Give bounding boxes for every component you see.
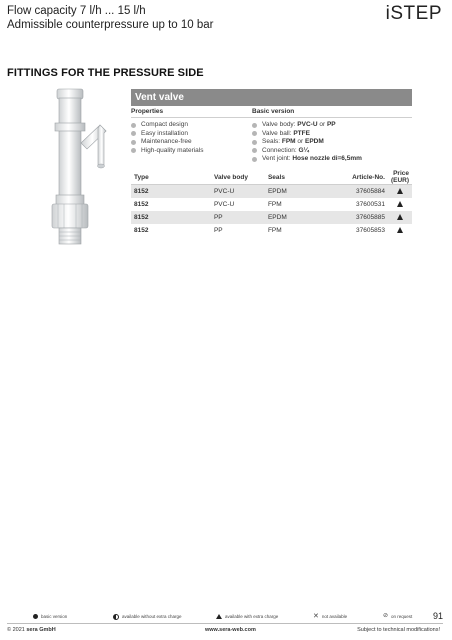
properties-heading: Properties xyxy=(131,108,164,115)
list-item: Connection: G¼ xyxy=(252,147,362,156)
legend-item-extra-charge: available with extra charge xyxy=(216,614,278,619)
col-header-article-no: Article-No. xyxy=(325,170,388,185)
section-title: FITTINGS FOR THE PRESSURE SIDE xyxy=(7,67,204,79)
page-number: 91 xyxy=(432,611,443,621)
list-item: Easy installation xyxy=(131,130,204,139)
extra-charge-icon xyxy=(397,214,403,220)
extra-charge-icon xyxy=(397,201,403,207)
legend-item-on-request: ⊘ on request xyxy=(383,613,413,620)
request-icon: ⊘ xyxy=(383,613,389,620)
cross-icon: ✕ xyxy=(313,613,319,621)
vent-valve-image xyxy=(34,83,118,253)
bullet-icon xyxy=(131,131,136,136)
list-item: Compact design xyxy=(131,121,204,130)
basic-version-heading: Basic version xyxy=(252,108,295,115)
legend-item-no-charge: available without extra charge xyxy=(113,614,182,620)
product-name-banner: Vent valve xyxy=(131,89,412,106)
col-header-valve-body: Valve body xyxy=(211,170,265,185)
table-row: 8152 PVC-U FPM 37600531 xyxy=(131,198,412,211)
filled-circle-icon xyxy=(33,614,38,619)
list-item: Valve ball: PTFE xyxy=(252,130,362,139)
bullet-icon xyxy=(252,123,257,128)
col-header-seals: Seals xyxy=(265,170,325,185)
header-subtitle xyxy=(7,4,213,32)
footer-note: Subject to technical modifications! xyxy=(357,627,440,633)
bullet-icon xyxy=(131,123,136,128)
triangle-icon xyxy=(216,614,222,619)
list-item: High-quality materials xyxy=(131,147,204,156)
footer-website-link[interactable]: www.sera-web.com xyxy=(205,627,256,633)
col-header-price: Price (EUR) xyxy=(388,170,412,185)
extra-charge-icon xyxy=(397,227,403,233)
bullet-icon xyxy=(252,157,257,162)
bullet-icon xyxy=(131,148,136,153)
legend-item-basic: basic version xyxy=(33,614,67,619)
col-header-type: Type xyxy=(131,170,211,185)
extra-charge-icon xyxy=(397,188,403,194)
basic-version-list xyxy=(252,121,362,164)
table-row: 8152 PP EPDM 37605885 xyxy=(131,211,412,224)
header-line-flow: Flow capacity 7 l/h ... 15 l/h xyxy=(7,5,146,17)
divider xyxy=(131,117,412,118)
table-row: 8152 PVC-U EPDM 37605884 xyxy=(131,185,412,199)
half-circle-icon xyxy=(113,614,119,620)
table-row: 8152 PP FPM 37605853 xyxy=(131,224,412,237)
table-header-row xyxy=(131,170,412,185)
footer-divider xyxy=(7,623,443,624)
list-item: Vent joint: Hose nozzle di=6,5mm xyxy=(252,155,362,164)
list-item: Valve body: PVC-U or PP xyxy=(252,121,362,130)
article-table xyxy=(131,170,412,237)
bullet-icon xyxy=(252,148,257,153)
brand-logo: iSTEP xyxy=(385,3,442,24)
header-line-pressure: Admissible counterpressure up to 10 bar xyxy=(7,19,214,31)
legend-item-not-available: ✕ not available xyxy=(313,613,348,621)
bullet-icon xyxy=(252,140,257,145)
bullet-icon xyxy=(131,140,136,145)
footer-copyright: © 2021 sera GmbH xyxy=(7,627,56,633)
list-item: Seals: FPM or EPDM xyxy=(252,138,362,147)
properties-list xyxy=(131,121,204,155)
bullet-icon xyxy=(252,131,257,136)
list-item: Maintenance-free xyxy=(131,138,204,147)
